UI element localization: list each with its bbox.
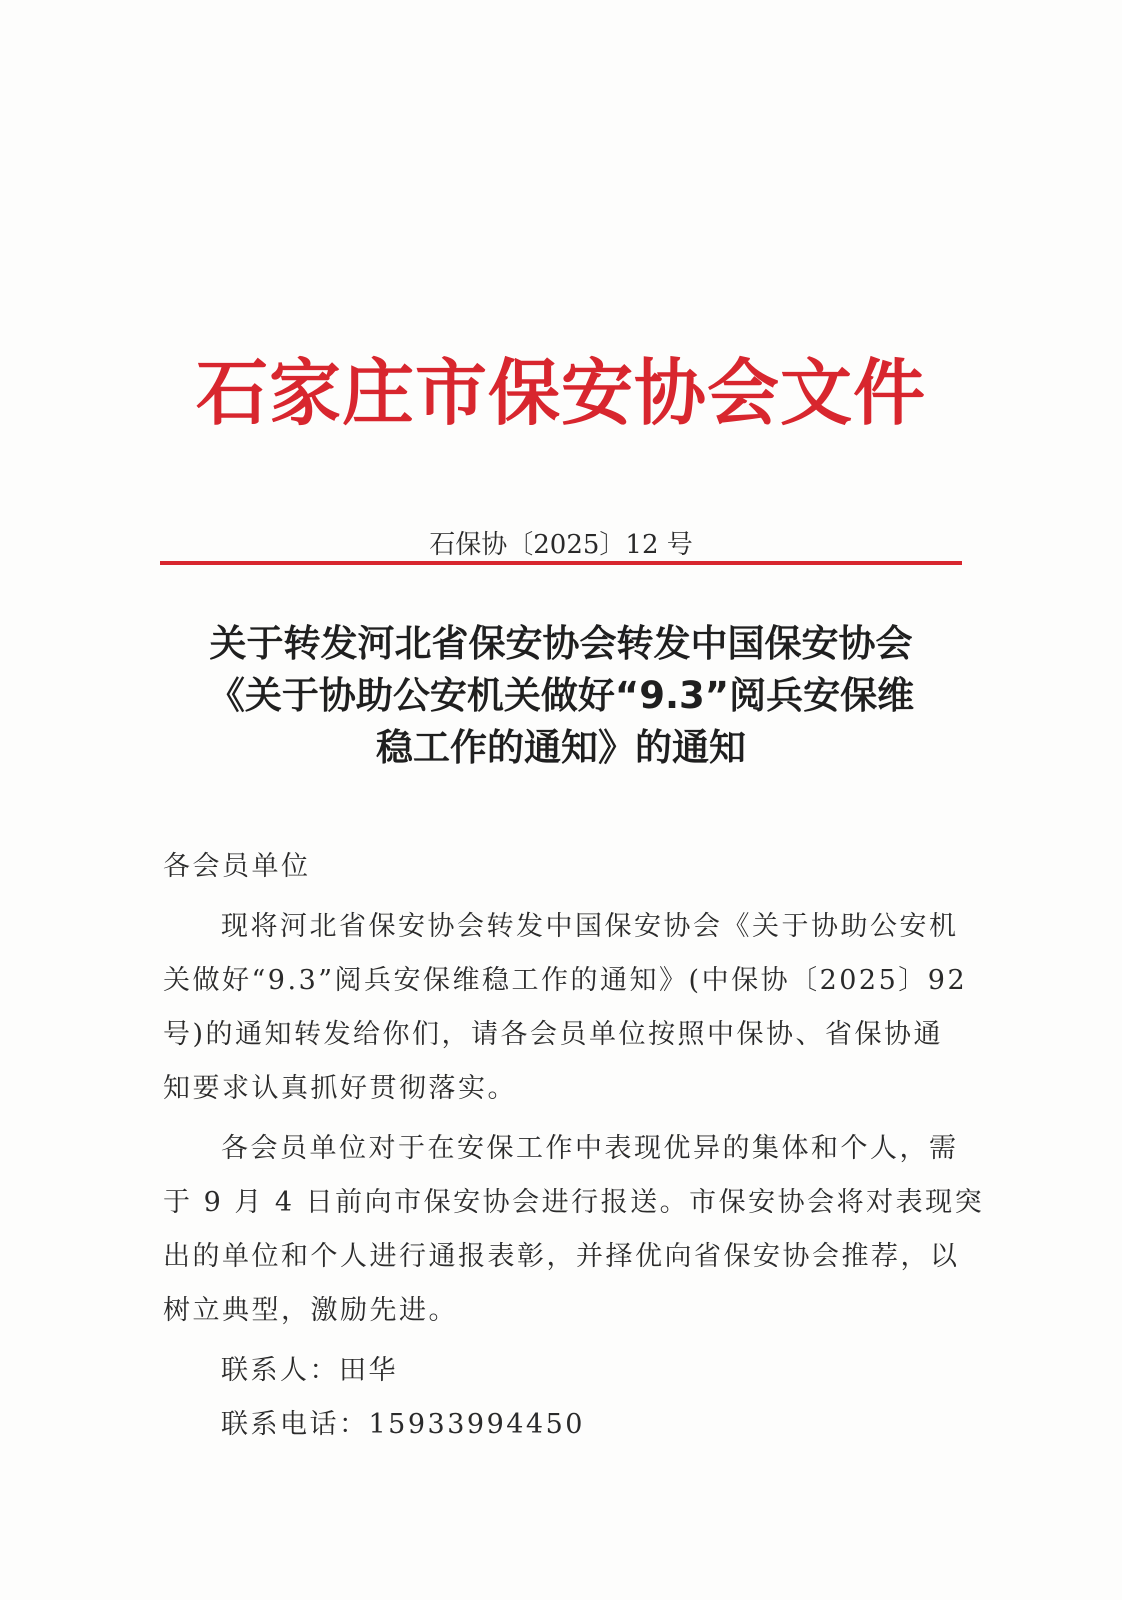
paragraph-commendation xyxy=(163,1122,985,1338)
title-line: 《关于协助公安机关做好“9.3”阅兵安保维 xyxy=(207,674,915,717)
title-line: 稳工作的通知》的通知 xyxy=(376,726,746,769)
document-number: 石保协〔2025〕12 号 xyxy=(429,530,693,560)
masthead-title: 石家庄市保安协会文件 xyxy=(195,350,926,435)
paragraph-line: 现将河北省保安协会转发中国保安协会《关于协助公安机 xyxy=(221,911,959,942)
contact-phone: 联系电话：15933994450 xyxy=(221,1409,585,1440)
paragraph-line: 号)的通知转发给你们，请各会员单位按照中保协、省保协通 xyxy=(163,1019,944,1050)
paragraph-line: 于 9 月 4 日前向市保安协会进行报送。市保安协会将对表现突 xyxy=(163,1187,985,1218)
paragraph-line: 关做好“9.3”阅兵安保维稳工作的通知》(中保协〔2025〕92 xyxy=(163,965,968,996)
notice-body xyxy=(163,840,985,1452)
red-divider-line xyxy=(160,561,962,565)
paragraph-forwarding xyxy=(163,900,971,1116)
paragraph-line: 各会员单位对于在安保工作中表现优异的集体和个人，需 xyxy=(221,1133,959,1164)
notice-title xyxy=(150,618,972,774)
title-line: 关于转发河北省保安协会转发中国保安协会 xyxy=(209,622,913,665)
salutation: 各会员单位 xyxy=(163,851,311,882)
paragraph-line: 出的单位和个人进行通报表彰，并择优向省保安协会推荐，以 xyxy=(163,1241,960,1272)
paragraph-line: 知要求认真抓好贯彻落实。 xyxy=(163,1073,517,1104)
paragraph-line: 树立典型，激励先进。 xyxy=(163,1295,458,1326)
contact-person: 联系人：田华 xyxy=(221,1355,398,1386)
